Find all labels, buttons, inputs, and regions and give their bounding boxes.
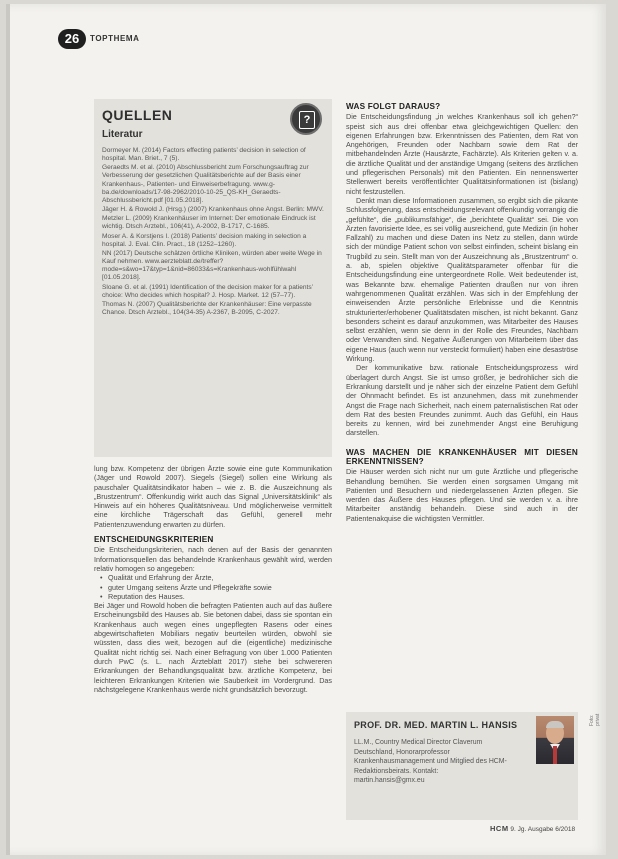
magazine-name: HCM [490,824,509,833]
reference-item: NN (2017) Deutsche schätzen örtliche Kliniken, würden aber weite Wege in Kauf nehmen. www.aerzteblatt.de/treffer?mode=s&wo=17&typ=1&nid=86033&s=Krankenhaus-wohlfühlwahl [01.05.2018]. [102,250,322,282]
reference-item: Thomas N. (2007) Qualitätsberichte der Krankenhäuser: Eine verpasste Chance. Dtsch Arztebl., 104(34-35) A-2367, B-2095, C-2027. [102,301,312,317]
page-number: 26 [58,29,86,49]
author-box [346,712,578,820]
left-column [94,464,332,694]
page-footer [490,824,575,833]
sources-subtitle: Literatur [102,129,143,140]
criteria-paragraph: Die Entscheidungskriterien, nach denen auf der Basis der genannten Informationsquellen das behandelnde Krankenhaus gewählt wird, werden relativ homogen so angegeben: [94,545,332,573]
author-photo [536,716,574,764]
conclusion-paragraph-2: Denkt man diese Informationen zusammen, so ergibt sich die pikante Schlussfolgerung, dass entscheidungsrelevant offenkundig vorrangig die „gefühlte“, die „publikumsfähige“, die „berichtete Qualität“ sei. Die von Ärzten favorisierte Idee, es sei völlig ausreichend, gute Medizin (in hoher Fallzahl) zu machen und diese Daten ins Netz zu stellen, dann würde sich der mündige Patient schon von selbst einfinden, scheint bislang ein Trugbild zu sein. Stellt man von der Auszeichnung als „Brustzentrum“ o. a. ab, spielen objektive Qualitätsparameter offenbar für die Entscheidungsfindung eine untergeordnete Rolle. Weit bedeutender ist, was Bekannte bzw. ehemalige Patienten draußen nur von ihren wahrgenommenen Qualität erzählen. Was sich in der Empfehlung der einweisenden Ärzte persönliche Erlebnisse und die Kenntnis strukturierter/erhobener Qualitätsdaten mischen, ist nicht bekannt. Ganz besonders scheint es darauf anzukommen, was Mitarbeiter des Hauses selbst erzählen, wenn sie denn in der Rolle des Freundes, Nachbarn oder Verwandten sind. Negative Äußerungen von Mitarbeitern über das eigene Haus (auch wenn nur versteckt formuliert) haben eine desaströse Wirkung. [346,195,578,364]
survey-paragraph: Bei Jäger und Rowold hoben die befragten Patienten auch auf das äußere Erscheinungsbild des Hauses ab. Sie betonen dabei, dass sie spontan ein Krankenhaus auch wegen eines ungepflegten Rasens oder eines abgewirtschafteten Mobiliars negativ beurteilen würden, obwohl sie wüssten, dass dies weit, bezogen auf die (eigentliche) medizinische Qualität nicht richtig sei. Nach einer Befragung von über 1.000 Patienten durch PwC (s. L. nach Ärzteblatt 2017) stehe bei schwereren Erkrankungen der Behandlungsqualität bzw. ärztliche Kompetenz, bei leichteren Erkrankungen Kriterien wie Sauberkeit im Vordergrund. Das nächstgelegene Krankenhaus werde nicht grundsätzlich bevorzugt. [94,601,332,694]
author-tie [553,746,557,764]
intro-paragraph: lung bzw. Kompetenz der übrigen Ärzte sowie eine gute Kommunikation (Jäger und Rowold 2007). Siegels (Siegel) sollen eine Wirkung als pauschaler Qualitätsindikator haben – wie z. B. die Auszeichnung als „Brustzentrum“. Offenkundig wirkt auch das Signal „Universitätsklinik“ als Hinweis auf ein höheres Qualitätsniveau. Und möglicherweise vermittelt eine kirchliche Trägerschaft das Gefühl, generell mehr Patientenzuwendung erwarten zu dürfen. [94,464,332,529]
photo-credit: Foto: privat [589,713,601,726]
criteria-item: • Qualität und Erfahrung der Ärzte, [108,573,332,582]
criteria-item: • guter Umgang seitens Ärzte und Pflegekräfte sowie [108,583,332,592]
sources-box [94,99,332,457]
conclusion-paragraph-1: Die Entscheidungsfindung „in welches Krankenhaus soll ich gehen?“ speist sich aus drei offenbar etwa gleichgewichtigen Quellen: den eigenen Erfahrungen bzw. Erkenntnissen des Patienten, dem Rat von Angehörigen, Freunden oder Nachbarn sowie dem Rat der mitbehandelnden Ärzte (Hausärzte, Fachärzte). Als Kriterien gelten v. a. die ärztliche Qualität und der anständige Umgang (seitens des ärztlichen und pflegerischen Personals) mit den Patienten. Ein nennenswerter Stellenwert bereits veröffentlichter Qualitätsinformationen ist (bislang) nicht festzustellen. [346,112,578,196]
heading-krankenhaeuser: WAS MACHEN DIE KRANKENHÄUSER MIT DIESEN ERKENNTNISSEN? [346,447,578,466]
reference-item: Metzler L. (2009) Krankenhäuser im Internet: Der emotionale Eindruck ist wichtig. Dtsch Arztebl., 106(41), A-2002, B-1717, C-1685. [102,215,316,231]
criteria-list [94,573,332,601]
heading-was-folgt-daraus: WAS FOLGT DARAUS? [346,102,441,111]
reference-item: Moser A. & Korstjens I. (2018) Patients’ decision making in selection a hospital. J. Eval. Clin. Pract., 18 (1252–1260). [102,232,307,248]
right-column [346,102,578,523]
question-mark-icon: ? [290,103,322,135]
author-hair [546,721,564,728]
author-name: PROF. DR. MED. MARTIN L. HANSIS [354,720,518,730]
section-label: TOPTHEMA [90,34,140,43]
issue: Ausgabe 6/2018 [527,826,576,833]
reference-item: Dormeyer M. (2014) Factors effecting patients’ decision in selection of hospital. Man. Briet., 7 (5). [102,147,306,163]
hospitals-paragraph: Die Häuser werden sich nicht nur um gute Ärztliche und pflegerische Behandlung bemühen. Sie werden einen sorgsamen Umgang mit Patienten und Besuchern und niedergelassenen Ärzten pflegen. Sie werden das Äußere des Hauses pflegen. Und sie werden v. a. ihre Mitarbeiter anständig behandeln. Diese sind auch in der Patientenakquise die wichtigsten Vermittler. [346,467,578,523]
reference-item: Geraedts M. et al. (2010) Abschlussbericht zum Forschungsauftrag zur Verbesserung der gesetzlichen Qualitätsberichte auf der Basis einer Krankenhaus-, Patienten- und Einweiserbefragung. www.g-ba.de/downloads/17-98-2962/2010-10-25_QS-KH_Geraedts-Abschlussbericht.pdf [01.05.2018]. [102,164,309,204]
sources-title: QUELLEN [102,107,173,123]
conclusion-paragraph-3: Der kommunikative bzw. rationale Entscheidungsprozess wird überlagert durch Angst. Sie ist umso größer, je bedrohlicher sich die Erkrankung darstellt und je näher sich der einzelne Patient dem Gefühl der Ohnmacht befindet. Es ist anzunehmen, dass mit zunehmender Angst die Frage nach Sicherheit, nach einem paternalistischen Rat oder dem Rat des besten Freundes zunimmt. Auch das Gefühl, ein Haus bereits zu kennen, wird bei zunehmender Angst eine Beruhigung darstellen. [346,363,578,438]
reference-item: Sloane G. et al. (1991) Identification of the decision maker for a patients’ choice: Who decides which hospital? J. Hosp. Market. 12 (57–77). [102,283,313,299]
heading-entscheidungskriterien: ENTSCHEIDUNGSKRITERIEN [94,535,214,545]
reference-list [102,147,324,318]
author-bio: LL.M., Country Medical Director Claverum Deutschland, Honorarprofessor Krankenhausmanagement und Mitglied des HCM-Redaktionsbeirats. Kontakt: martin.hansis@gmx.eu [354,739,507,785]
volume: 9. Jg. [510,826,527,833]
magazine-page [6,4,606,855]
reference-item: Jäger H. & Rowold J. (Hrsg.) (2007) Krankenhaus ohne Angst. Berlin: MWV. [102,206,324,214]
page-spine [6,4,10,855]
criteria-item: • Reputation des Hauses. [108,592,332,601]
